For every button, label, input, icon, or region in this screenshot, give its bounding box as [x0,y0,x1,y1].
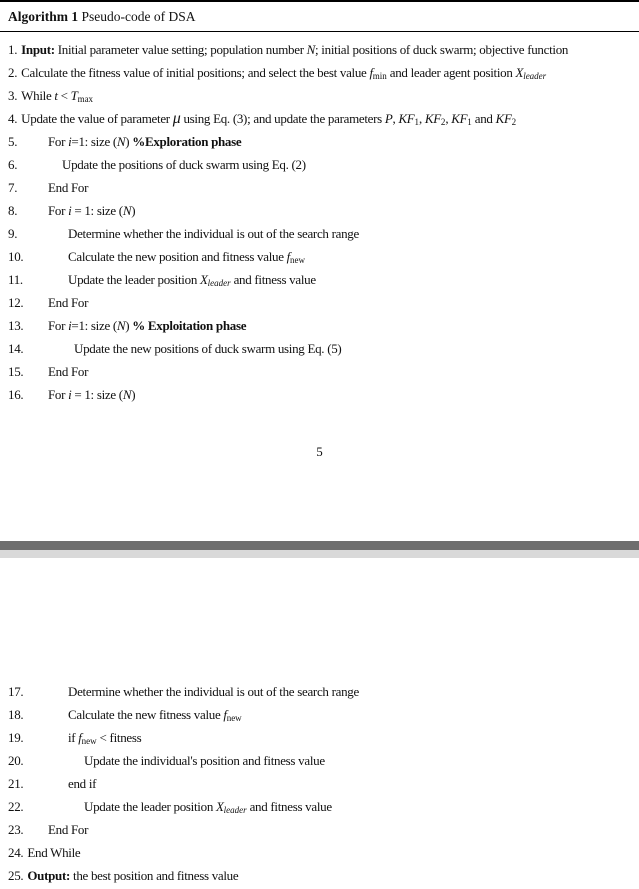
line-text: end if [68,776,97,791]
line-text: End For [48,822,89,837]
algorithm-line-15 [8,360,631,383]
line-text: For i = 1: size (N) [48,203,136,218]
line-text: Input: Initial parameter value setting; population number N; initial positions of duck swarm; objective function [21,42,569,57]
algorithm-line-13 [8,314,631,337]
line-number: 22. [8,799,24,814]
algorithm-line-10 [8,245,631,268]
line-number: 16. [8,387,24,402]
line-number: 19. [8,730,24,745]
line-number: 8. [8,203,18,218]
algorithm-line-4 [8,107,631,130]
line-text: Output: the best position and fitness value [27,868,239,883]
line-number: 5. [8,134,18,149]
line-text: Update the positions of duck swarm using Eq. (2) [62,157,306,172]
algorithm-line-1 [8,38,631,61]
algorithm-line-8 [8,199,631,222]
algorithm-line-25 [8,864,631,887]
line-text: if $f_{new}$ < fitness [68,730,142,746]
page-gap-shadow [0,541,639,550]
line-number: 17. [8,684,24,699]
algorithm-line-6 [8,153,631,176]
algorithm-line-19 [8,726,631,749]
line-number: 12. [8,295,24,310]
line-text: Update the value of parameter μ using Eq. (3); and update the parameters P, $KF_1$, $KF_2$, $KF_1$ and $KF_2$ [21,110,517,127]
algorithm-line-20 [8,749,631,772]
line-text: Calculate the fitness value of initial positions; and select the best value $f_{min}$ and leader agent position $X_{leader}$ [21,65,547,81]
line-number: 13. [8,318,24,333]
page-number: 5 [316,444,323,459]
algorithm-line-7 [8,176,631,199]
algorithm-line-3 [8,84,631,107]
line-number: 21. [8,776,24,791]
line-text: Determine whether the individual is out of the search range [68,684,359,699]
algorithm-line-17 [8,680,631,703]
algorithm-line-9 [8,222,631,245]
line-text: Update the new positions of duck swarm using Eq. (5) [74,341,342,356]
algorithm-line-11 [8,268,631,291]
algorithm-line-22 [8,795,631,818]
line-text: End For [48,180,89,195]
line-number: 24. [8,845,24,860]
line-text: Determine whether the individual is out of the search range [68,226,359,241]
algorithm-title [0,0,639,32]
pdf-page-2 [0,558,639,889]
algorithm-body-part-1 [0,32,639,406]
algorithm-line-18 [8,703,631,726]
line-text: Calculate the new fitness value $f_{new}$ [68,707,242,723]
line-number: 15. [8,364,24,379]
algorithm-line-12 [8,291,631,314]
algorithm-line-14 [8,337,631,360]
line-text: For i=1: size (N) %Exploration phase [48,134,242,149]
algorithm-label: Algorithm 1 [8,9,79,24]
line-text: End For [48,295,89,310]
line-number: 2. [8,65,18,80]
line-number: 6. [8,157,18,172]
line-text: End While [27,845,81,860]
line-text: For i = 1: size (N) [48,387,136,402]
line-number: 1. [8,42,18,57]
page-gap [0,550,639,558]
line-text: Update the leader position $X_{leader}$ and fitness value [84,799,332,815]
line-number: 7. [8,180,18,195]
line-number: 10. [8,249,24,264]
algorithm-caption: Pseudo-code of DSA [78,9,196,24]
line-text: Update the leader position $X_{leader}$ and fitness value [68,272,316,288]
line-number: 9. [8,226,18,241]
algorithm-line-21 [8,772,631,795]
algorithm-line-5 [8,130,631,153]
line-text: While $t < T_{max}$ [21,88,94,104]
line-number: 4. [8,111,18,126]
line-number: 20. [8,753,24,768]
algorithm-line-24 [8,841,631,864]
line-text: End For [48,364,89,379]
line-number: 11. [8,272,23,287]
line-text: Calculate the new position and fitness value $f_{new}$ [68,249,305,265]
algorithm-line-23 [8,818,631,841]
line-number: 23. [8,822,24,837]
line-number: 18. [8,707,24,722]
line-number: 14. [8,341,24,356]
algorithm-line-2 [8,61,631,84]
line-number: 25. [8,868,24,883]
algorithm-line-16 [8,383,631,406]
algorithm-body-part-2 [0,674,639,887]
line-text: For i=1: size (N) % Exploitation phase [48,318,247,333]
line-text: Update the individual's position and fitness value [84,753,325,768]
line-number: 3. [8,88,18,103]
